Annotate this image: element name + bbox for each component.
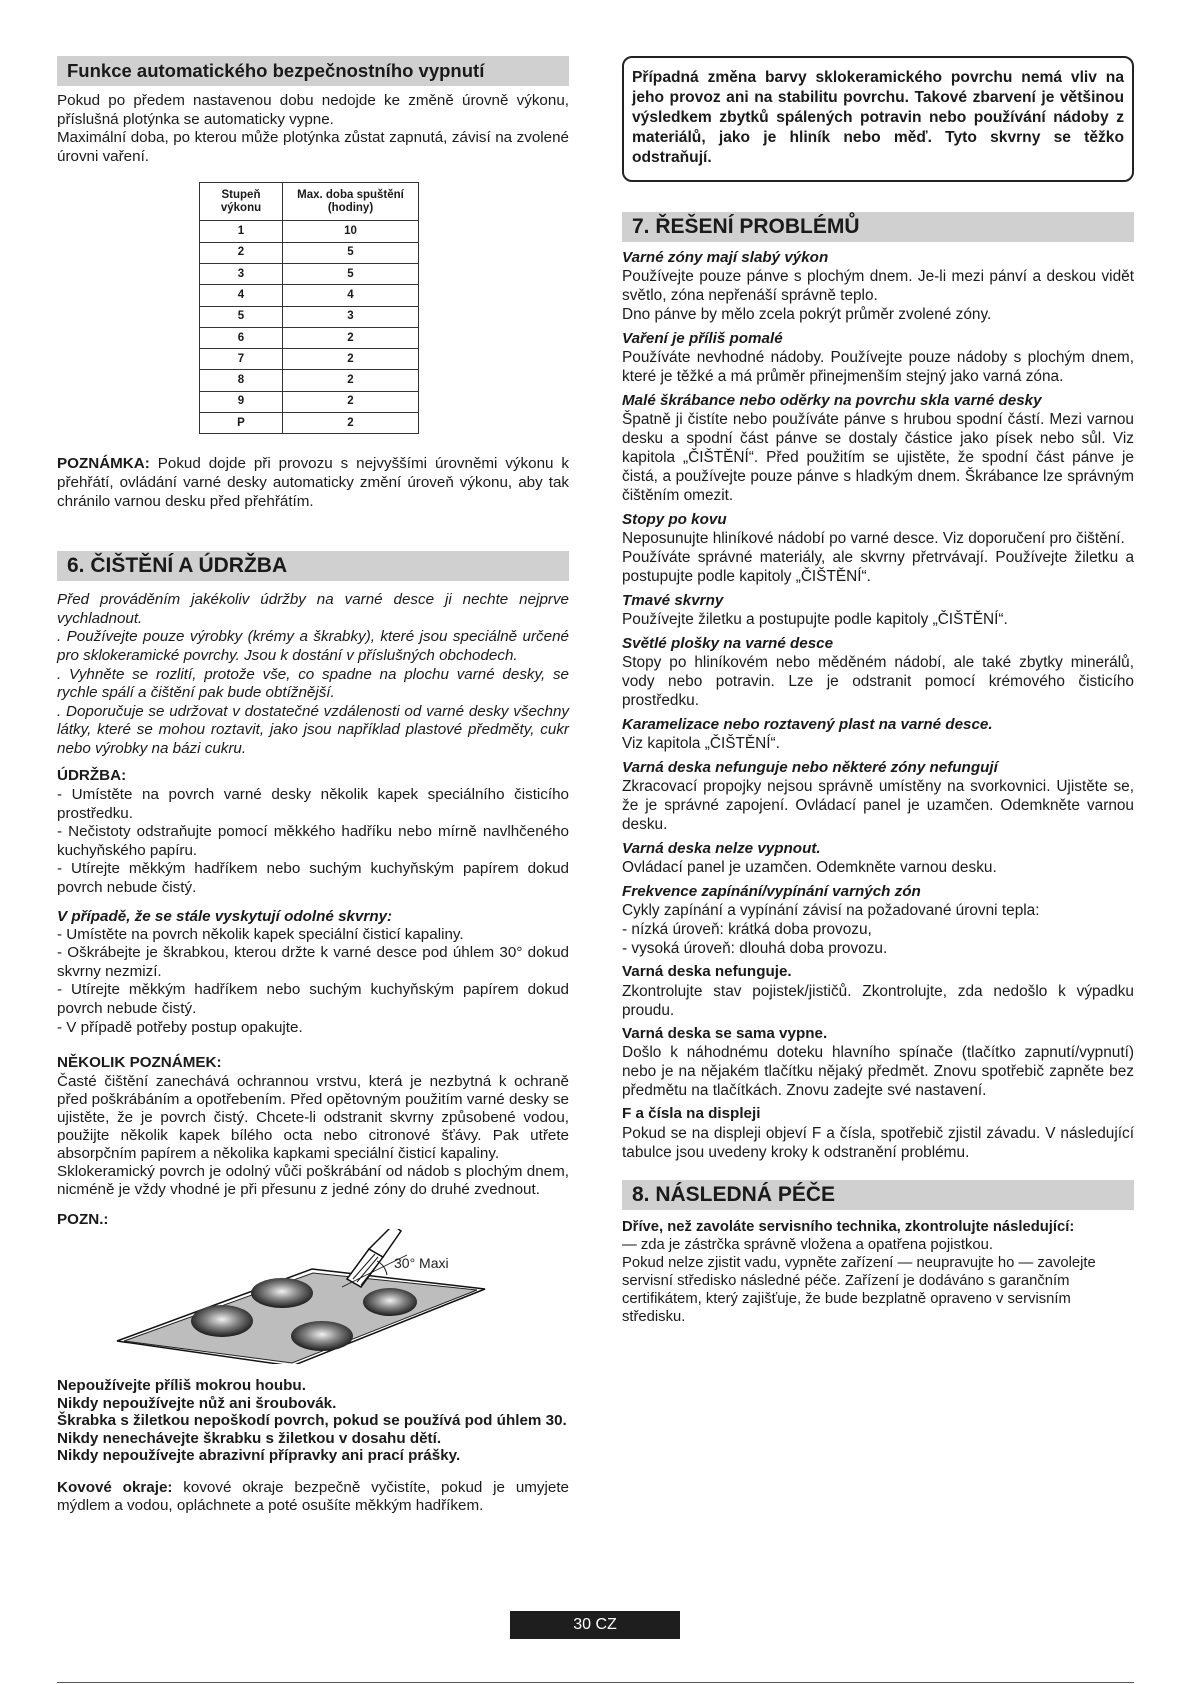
problem-solution: Špatně ji čistíte nebo používáte pánve s hrubou spodní částí. Mezi varnou desku a spodní část pánve se dostaly částice jako písek nebo sůl. Viz kapitola „ČIŠTĚNÍ“. Před použitím se ujistěte, že spodní část pánve je čistá, a používejte pouze pánve s hladkým dnem. Škrábance lze správným čištěním omezit. bbox=[622, 411, 1134, 504]
burner-zone bbox=[191, 1305, 253, 1337]
table-row bbox=[200, 285, 419, 306]
problem-solution: Používáte nevhodné nádoby. Používejte pouze nádoby s plochým dnem, které je těžké a má průměr přinejmenším stejný jako varná zóna. bbox=[622, 349, 1134, 385]
problem-heading: Tmavé skvrny bbox=[622, 592, 724, 609]
cleaning-intro-item: . Vyhněte se rozlití, protože vše, co spadne na plochu varné desky, se rychle spálí a čištění pak bude obtížnější. bbox=[57, 665, 569, 702]
power-level-table-body bbox=[200, 221, 419, 434]
hours-cell: 2 bbox=[283, 327, 419, 348]
problem-solution: Zkontrolujte stav pojistek/jističů. Zkontrolujte, zda nedošlo k výpadku proudu. bbox=[622, 982, 1134, 1019]
maintenance-item: - Nečistoty odstraňujte pomocí měkkého hadříku nebo mírně navlhčeného kuchyňského papíru. bbox=[57, 823, 569, 859]
section-7-title: 7. ŘEŠENÍ PROBLÉMŮ bbox=[622, 212, 1134, 242]
table-row bbox=[200, 413, 419, 434]
table-header-hours: Max. doba spuštění (hodiny) bbox=[283, 183, 419, 221]
hours-cell: 4 bbox=[283, 285, 419, 306]
table-row bbox=[200, 327, 419, 348]
table-row bbox=[200, 349, 419, 370]
table-row bbox=[200, 306, 419, 327]
pozn-label: POZN.: bbox=[57, 1210, 109, 1228]
hours-cell: 2 bbox=[283, 349, 419, 370]
problem-solution: Stopy po hliníkovém nebo měděném nádobí, ale také zbytky minerálů, vody nebo potravin. Lze je odstranit pomocí krémového čisticího prostředku. bbox=[622, 654, 1134, 709]
problem-heading: F a čísla na displeji bbox=[622, 1105, 761, 1123]
footer-rule bbox=[57, 1682, 1134, 1683]
problem-solution: Pokud se na displeji objeví F a čísla, spotřebič zjistil závadu. V následující tabulce jsou uvedeny kroky k odstranění problému. bbox=[622, 1124, 1134, 1161]
warning-item: Škrabka s žiletkou nepoškodí povrch, pokud se používá pod úhlem 30. bbox=[57, 1412, 567, 1430]
problem-heading: Karamelizace nebo roztavený plast na varné desce. bbox=[622, 716, 993, 733]
aftercare-lead: Dříve, než zavoláte servisního technika, zkontrolujte následující: bbox=[622, 1218, 1075, 1235]
problem-heading: Varná deska nefunguje nebo některé zóny nefungují bbox=[622, 759, 998, 776]
hours-cell: 2 bbox=[283, 391, 419, 412]
level-cell: 8 bbox=[200, 370, 283, 391]
problem-solution: Používejte pouze pánve s plochým dnem. Je-li mezi pánví a deskou vidět světlo, zóna nepřenáší správně teplo. Dno pánve by mělo zcela pokrýt průměr zvolené zóny. bbox=[622, 268, 1134, 323]
stubborn-stains-title: V případě, že se stále vyskytují odolné skvrny: bbox=[57, 907, 393, 925]
level-cell: 6 bbox=[200, 327, 283, 348]
warning-item: Nikdy nenechávejte škrabku s žiletkou v dosahu dětí. bbox=[57, 1429, 442, 1447]
scraper-warnings bbox=[57, 1377, 569, 1465]
burner-zone bbox=[363, 1288, 417, 1316]
left-column bbox=[57, 56, 569, 1516]
auto-off-paragraph-2: Maximální doba, po kterou může plotýnka zůstat zapnutá, závisí na zvolené úrovni vaření. bbox=[57, 129, 569, 165]
notes-title: NĚKOLIK POZNÁMEK: bbox=[57, 1054, 222, 1072]
notes-paragraph-1: Časté čištění zanechává ochrannou vrstvu, která je nezbytná k ochraně před poškrábáním a opotřebením. Před opětovným použitím varné desky se ujistěte, že je povrch čistý. Chcete-li odstranit skvrny způsobené vodou, použijte několik kapek bílého octa nebo citronové šťávy. Pak utřete absorpčním papírem a několika kapkami speciální čisticí kapaliny. bbox=[57, 1072, 569, 1162]
table-row bbox=[200, 263, 419, 284]
problem-heading: Stopy po kovu bbox=[622, 511, 727, 528]
warning-item: Nikdy nepoužívejte abrazivní přípravky ani prací prášky. bbox=[57, 1447, 461, 1465]
problem-heading: Varné zóny mají slabý výkon bbox=[622, 249, 829, 266]
warning-item: Nikdy nepoužívejte nůž ani šroubovák. bbox=[57, 1394, 337, 1412]
hours-cell: 2 bbox=[283, 413, 419, 434]
level-cell: 2 bbox=[200, 242, 283, 263]
note-text: Pokud dojde při provozu s nejvyššími úrovněmi výkonu k přehřátí, ovládání varné desky automaticky změní úroveň výkonu, aby tak chránilo varnou desku před přehřátím. bbox=[57, 455, 569, 510]
table-row bbox=[200, 242, 419, 263]
aftercare-text: — zda je zástrčka správně vložena a opatřena pojistkou. Pokud nelze zjistit vadu, vypněte zařízení — neupravujte ho — zavolejte servisní středisko následné péče. Zařízení je dodáváno s garančním certifikátem, který zajišťuje, že bude bezplatně opraveno v servisním středisku. bbox=[622, 1236, 1096, 1325]
hours-cell: 10 bbox=[283, 221, 419, 242]
burner-zone bbox=[291, 1321, 353, 1351]
discoloration-warning-box: Případná změna barvy sklokeramického povrchu nemá vliv na jeho provoz ani na stabilitu povrchu. Takové zbarvení je většinou výsledkem zbytků spálených potravin nebo používání nádoby z materiálů, jako je hliník nebo měď. Tyto skvrny se těžko odstraňují. bbox=[622, 56, 1134, 182]
level-cell: 4 bbox=[200, 285, 283, 306]
problem-heading: Vaření je příliš pomalé bbox=[622, 330, 783, 347]
hours-cell: 3 bbox=[283, 306, 419, 327]
problem-heading: Varná deska nefunguje. bbox=[622, 963, 792, 980]
metal-edges-paragraph bbox=[57, 1479, 569, 1516]
power-level-table bbox=[199, 182, 419, 434]
problem-heading: Varná deska nelze vypnout. bbox=[622, 840, 821, 857]
problem-solution: Používejte žiletku a postupujte podle kapitoly „ČIŠTĚNÍ“. bbox=[622, 611, 1008, 628]
page-number: 30 CZ bbox=[510, 1611, 680, 1639]
overheat-note bbox=[57, 455, 569, 511]
level-cell: 9 bbox=[200, 391, 283, 412]
metal-edges-label: Kovové okraje: bbox=[57, 1478, 173, 1496]
section-6-title: 6. ČIŠTĚNÍ A ÚDRŽBA bbox=[57, 551, 569, 581]
problem-solution: Zkracovací propojky nejsou správně umístěny na svorkovnici. Ujistěte se, že je správné zapojení. Ovládací panel je uzamčen. Odemkněte varnou desku. bbox=[622, 778, 1134, 833]
level-cell: 1 bbox=[200, 221, 283, 242]
problem-heading: Světlé plošky na varné desce bbox=[622, 635, 834, 652]
cleaning-intro-item: . Používejte pouze výrobky (krémy a škrabky), které jsou speciálně určené pro sklokeramické povrchy. Jsou k dostání v příslušných obchodech. bbox=[57, 628, 569, 664]
level-cell: P bbox=[200, 413, 283, 434]
section-auto-off-title: Funkce automatického bezpečnostního vypnutí bbox=[57, 56, 569, 86]
warning-item: Nepoužívejte příliš mokrou houbu. bbox=[57, 1377, 306, 1395]
problem-heading: Malé škrábance nebo oděrky na povrchu skla varné desky bbox=[622, 392, 1042, 409]
hob-scraper-illustration bbox=[57, 1229, 569, 1364]
burner-zone bbox=[251, 1278, 313, 1308]
maintenance-title: ÚDRŽBA: bbox=[57, 767, 127, 785]
level-cell: 5 bbox=[200, 306, 283, 327]
stains-item: - V případě potřeby postup opakujte. bbox=[57, 1018, 303, 1036]
metal-edges-text: kovové okraje bezpečně vyčistíte, pokud je umyjete mýdlem a vodou, opláchnete a poté osušíte měkkým hadříkem. bbox=[57, 1478, 569, 1515]
problem-solution: Viz kapitola „ČIŠTĚNÍ“. bbox=[622, 735, 780, 752]
problem-heading: Frekvence zapínání/vypínání varných zón bbox=[622, 883, 921, 900]
stains-item: - Umístěte na povrch několik kapek speciální čisticí kapaliny. bbox=[57, 925, 464, 943]
problem-solution: Došlo k náhodnému doteku hlavního spínače (tlačítko zapnutí/vypnutí) nebo je na nějakém tlačítku nějaký předmět. Znovu spotřebič zapněte bez předmětu na tlačítkách. Znovu zadejte své nastavení. bbox=[622, 1044, 1134, 1100]
troubleshooting-list bbox=[622, 248, 1134, 1162]
level-cell: 3 bbox=[200, 263, 283, 284]
maintenance-item: - Umístěte na povrch varné desky několik kapek speciálního čisticího prostředku. bbox=[57, 786, 569, 822]
notes-paragraph-2: Sklokeramický povrch je odolný vůči poškrábání od nádob s plochým dnem, nicméně je vždy vhodné je při přesunu z jedné zóny do druhé zvednout. bbox=[57, 1162, 569, 1198]
maintenance-item: - Utírejte měkkým hadříkem nebo suchým kuchyňským papírem dokud povrch nebude čistý. bbox=[57, 860, 569, 897]
table-row bbox=[200, 370, 419, 391]
stains-item: - Utírejte měkkým hadříkem nebo suchým kuchyňským papírem dokud povrch nebude čistý. bbox=[57, 981, 569, 1017]
section-8-title: 8. NÁSLEDNÁ PÉČE bbox=[622, 1180, 1134, 1210]
table-header-level: Stupeň výkonu bbox=[200, 183, 283, 221]
angle-label: 30° Maxi bbox=[394, 1255, 449, 1272]
hours-cell: 2 bbox=[283, 370, 419, 391]
scraper-figure bbox=[57, 1229, 569, 1364]
right-column bbox=[622, 56, 1134, 1326]
level-cell: 7 bbox=[200, 349, 283, 370]
cleaning-intro-item: . Doporučuje se udržovat v dostatečné vzdálenosti od varné desky všechny látky, které se mohou roztavit, jako jsou například plastové předměty, cukr nebo výrobky na bázi cukru. bbox=[57, 702, 569, 757]
table-row bbox=[200, 221, 419, 242]
auto-off-paragraph-1: Pokud po předem nastavenou dobu nedojde ke změně úrovně výkonu, příslušná plotýnka se automaticky vypne. bbox=[57, 92, 569, 128]
problem-heading: Varná deska se sama vypne. bbox=[622, 1024, 828, 1042]
problem-solution: Cykly zapínání a vypínání závisí na požadované úrovni tepla: - nízká úroveň: krátká doba provozu, - vysoká úroveň: dlouhá doba provozu. bbox=[622, 902, 1040, 957]
cleaning-intro bbox=[57, 591, 569, 758]
cleaning-intro-item: Před prováděním jakékoliv údržby na varné desce ji nechte nejprve vychladnout. bbox=[57, 591, 569, 627]
stains-item: - Oškrábejte je škrabkou, kterou držte k varné desce pod úhlem 30° dokud skvrny nezmizí. bbox=[57, 944, 569, 980]
note-label: POZNÁMKA: bbox=[57, 455, 150, 473]
hours-cell: 5 bbox=[283, 242, 419, 263]
problem-solution: Neposunujte hliníkové nádobí po varné desce. Viz doporučení pro čištění. Používáte správné materiály, ale skvrny přetrvávají. Používejte žiletku a postupujte podle kapitoly „ČIŠTĚNÍ“. bbox=[622, 530, 1134, 585]
problem-solution: Ovládací panel je uzamčen. Odemkněte varnou desku. bbox=[622, 859, 997, 876]
hours-cell: 5 bbox=[283, 263, 419, 284]
table-row bbox=[200, 391, 419, 412]
